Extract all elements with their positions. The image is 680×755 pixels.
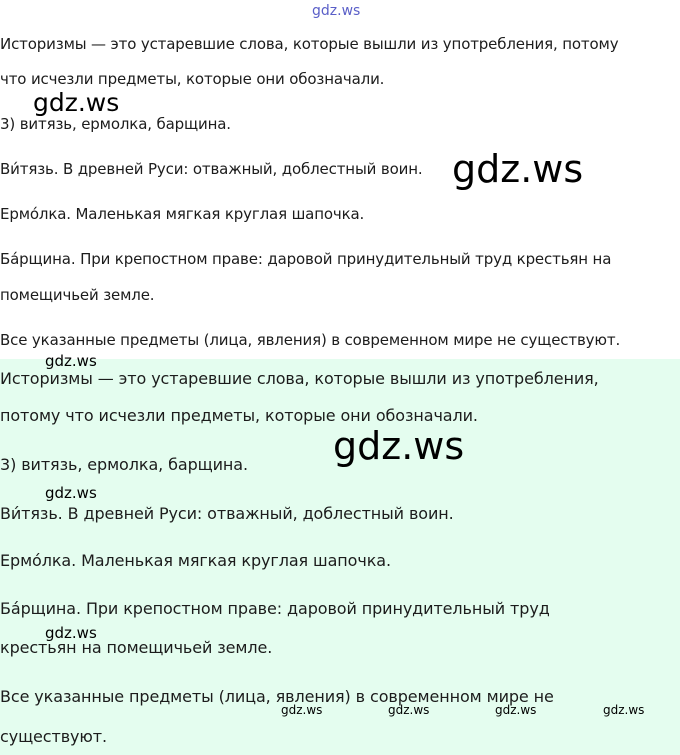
section2-line-6: Ба́рщина. При крепостном праве: даровой принудительный труд: [0, 599, 550, 618]
section2-line-2: потому что исчезли предметы, которые они обозначали.: [0, 406, 478, 425]
section1-line-7: помещичьей земле.: [0, 286, 155, 304]
watermark-7: gdz.ws: [281, 703, 323, 717]
section1-line-5: Ермо́лка. Маленькая мягкая круглая шапочка.: [0, 205, 365, 223]
watermark-8: gdz.ws: [388, 703, 430, 717]
section2-line-7: крестьян на помещичьей земле.: [0, 638, 273, 657]
watermark-9: gdz.ws: [495, 703, 537, 717]
watermark-1: gdz.ws: [33, 88, 120, 117]
section2-line-3: 3) витязь, ермолка, барщина.: [0, 455, 248, 474]
section1-line-6: Ба́рщина. При крепостном праве: даровой принудительный труд крестьян на: [0, 250, 612, 268]
section1-line-3: 3) витязь, ермолка, барщина.: [0, 115, 231, 133]
section2-line-4: Ви́тязь. В древней Руси: отважный, доблестный воин.: [0, 504, 454, 523]
watermark-6: gdz.ws: [45, 624, 97, 642]
watermark-2: gdz.ws: [452, 147, 584, 191]
watermark-3: gdz.ws: [45, 352, 97, 370]
watermark-top: gdz.ws: [312, 3, 361, 19]
watermark-4: gdz.ws: [333, 424, 465, 468]
watermark-10: gdz.ws: [603, 703, 645, 717]
section2-line-1: Историзмы — это устаревшие слова, которые вышли из употребления,: [0, 369, 599, 388]
section1-line-8: Все указанные предметы (лица, явления) в современном мире не существуют.: [0, 331, 621, 349]
section1-line-1: Историзмы — это устаревшие слова, которые вышли из употребления, потому: [0, 35, 619, 53]
section1-line-4: Ви́тязь. В древней Руси: отважный, доблестный воин.: [0, 160, 423, 178]
section2-line-5: Ермо́лка. Маленькая мягкая круглая шапочка.: [0, 551, 391, 570]
section1-line-2: что исчезли предметы, которые они обозначали.: [0, 70, 385, 88]
section2-line-8: Все указанные предметы (лица, явления) в современном мире не: [0, 687, 554, 706]
section2-line-9: существуют.: [0, 727, 107, 746]
watermark-5: gdz.ws: [45, 484, 97, 502]
